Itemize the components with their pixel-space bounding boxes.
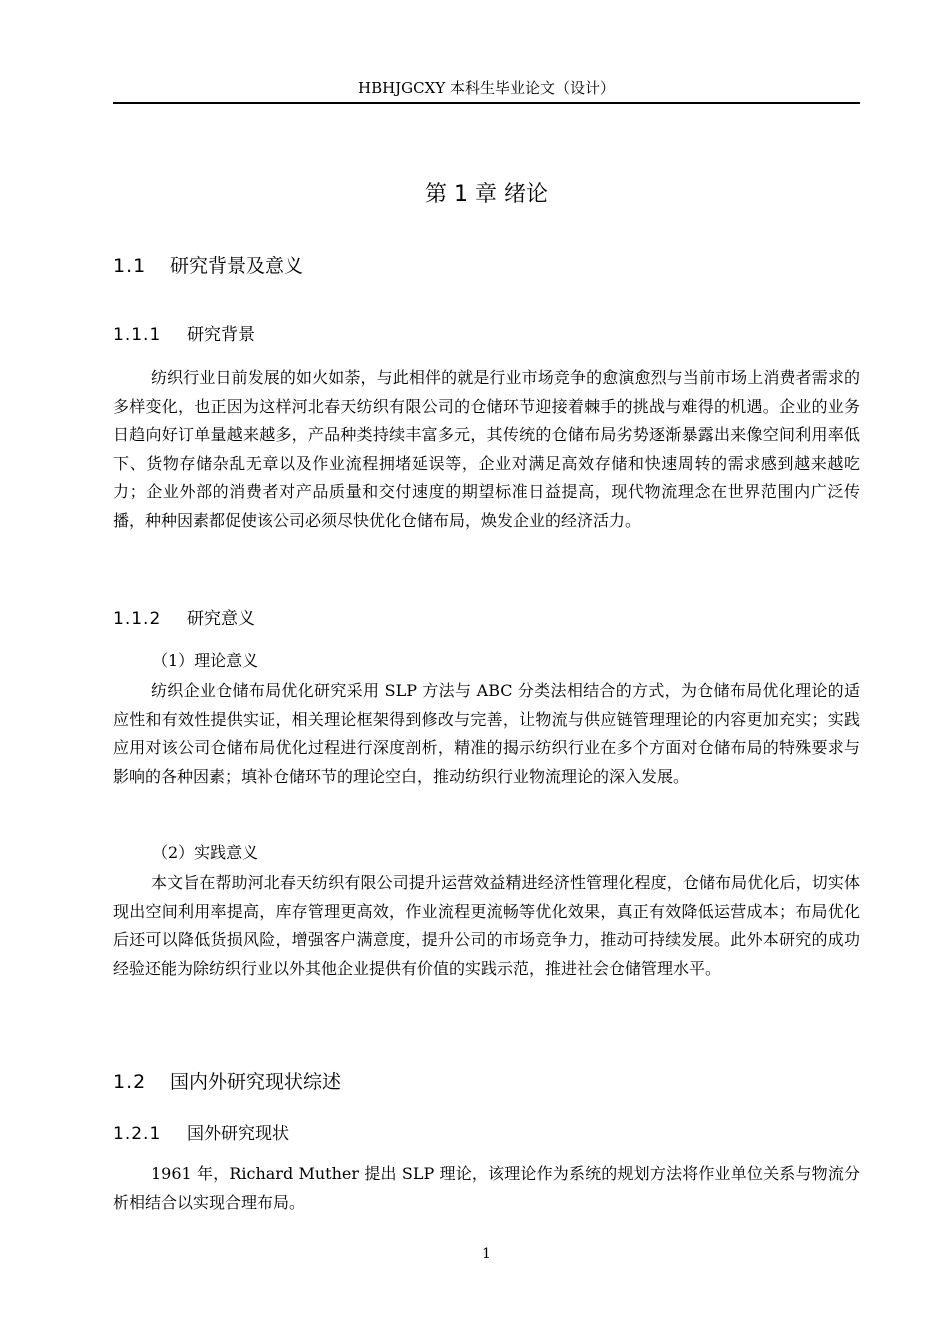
subheading-theory: （1）理论意义 bbox=[152, 651, 259, 670]
page-number: 1 bbox=[482, 1246, 491, 1262]
section-number: 1.1 bbox=[113, 255, 147, 277]
section-number: 1.1.2 bbox=[113, 609, 162, 629]
section-heading-1-1-1 bbox=[113, 322, 255, 348]
section-title: 研究背景 bbox=[187, 325, 255, 345]
running-header: HBHJGCXY 本科生毕业论文（设计） bbox=[113, 76, 860, 104]
section-heading-1-1-2 bbox=[113, 606, 255, 632]
section-number: 1.2 bbox=[113, 1071, 147, 1093]
paragraph-background: 纺织行业日前发展的如火如荼，与此相伴的就是行业市场竞争的愈演愈烈与当前市场上消费者需求的多样变化，也正因为这样河北春天纺织有限公司的仓储环节迎接着棘手的挑战与难得的机遇。企业的业务日趋向好订单量越来越多，产品种类持续丰富多元，其传统的仓储布局劣势逐渐暴露出来像空间利用率低下、货物存储杂乱无章以及作业流程拥堵延误等，企业对满足高效存储和快速周转的需求感到越来越吃力；企业外部的消费者对产品质量和交付速度的期望标准日益提高，现代物流理念在世界范围内广泛传播，种种因素都促使该公司必须尽快优化仓储布局，焕发企业的经济活力。 bbox=[113, 368, 860, 530]
paragraph-foreign-research: 1961 年，Richard Muther 提出 SLP 理论，该理论作为系统的规划方法将作业单位关系与物流分析相结合以实现合理布局。 bbox=[113, 1164, 860, 1212]
section-title: 研究背景及意义 bbox=[170, 255, 304, 277]
section-title: 国外研究现状 bbox=[187, 1124, 289, 1144]
section-number: 1.1.1 bbox=[113, 325, 162, 345]
section-number: 1.2.1 bbox=[113, 1124, 162, 1144]
subheading-practice: （2）实践意义 bbox=[152, 843, 259, 862]
section-heading-1-2 bbox=[113, 1068, 341, 1096]
section-heading-1-2-1 bbox=[113, 1121, 289, 1147]
paragraph-practice: 本文旨在帮助河北春天纺织有限公司提升运营效益精进经济性管理化程度，仓储布局优化后，切实体现出空间利用率提高，库存管理更高效，作业流程更流畅等优化效果，真正有效降低运营成本；布局优化后还可以降低货损风险，增强客户满意度，提升公司的市场竞争力，推动可持续发展。此外本研究的成功经验还能为除纺织行业以外其他企业提供有价值的实践示范，推进社会仓储管理水平。 bbox=[113, 873, 860, 978]
chapter-title: 第 1 章 绪论 bbox=[425, 182, 548, 207]
section-heading-1-1 bbox=[113, 252, 303, 280]
section-title: 国内外研究现状综述 bbox=[170, 1071, 342, 1093]
section-title: 研究意义 bbox=[187, 609, 255, 629]
paragraph-theory: 纺织企业仓储布局优化研究采用 SLP 方法与 ABC 分类法相结合的方式，为仓储布局优化理论的适应性和有效性提供实证，相关理论框架得到修改与完善，让物流与供应链管理理论的内容更加充实；实践应用对该公司仓储布局优化过程进行深度剖析，精准的揭示纺织行业在多个方面对仓储布局的特殊要求与影响的各种因素；填补仓储环节的理论空白，推动纺织行业物流理论的深入发展。 bbox=[113, 681, 860, 786]
